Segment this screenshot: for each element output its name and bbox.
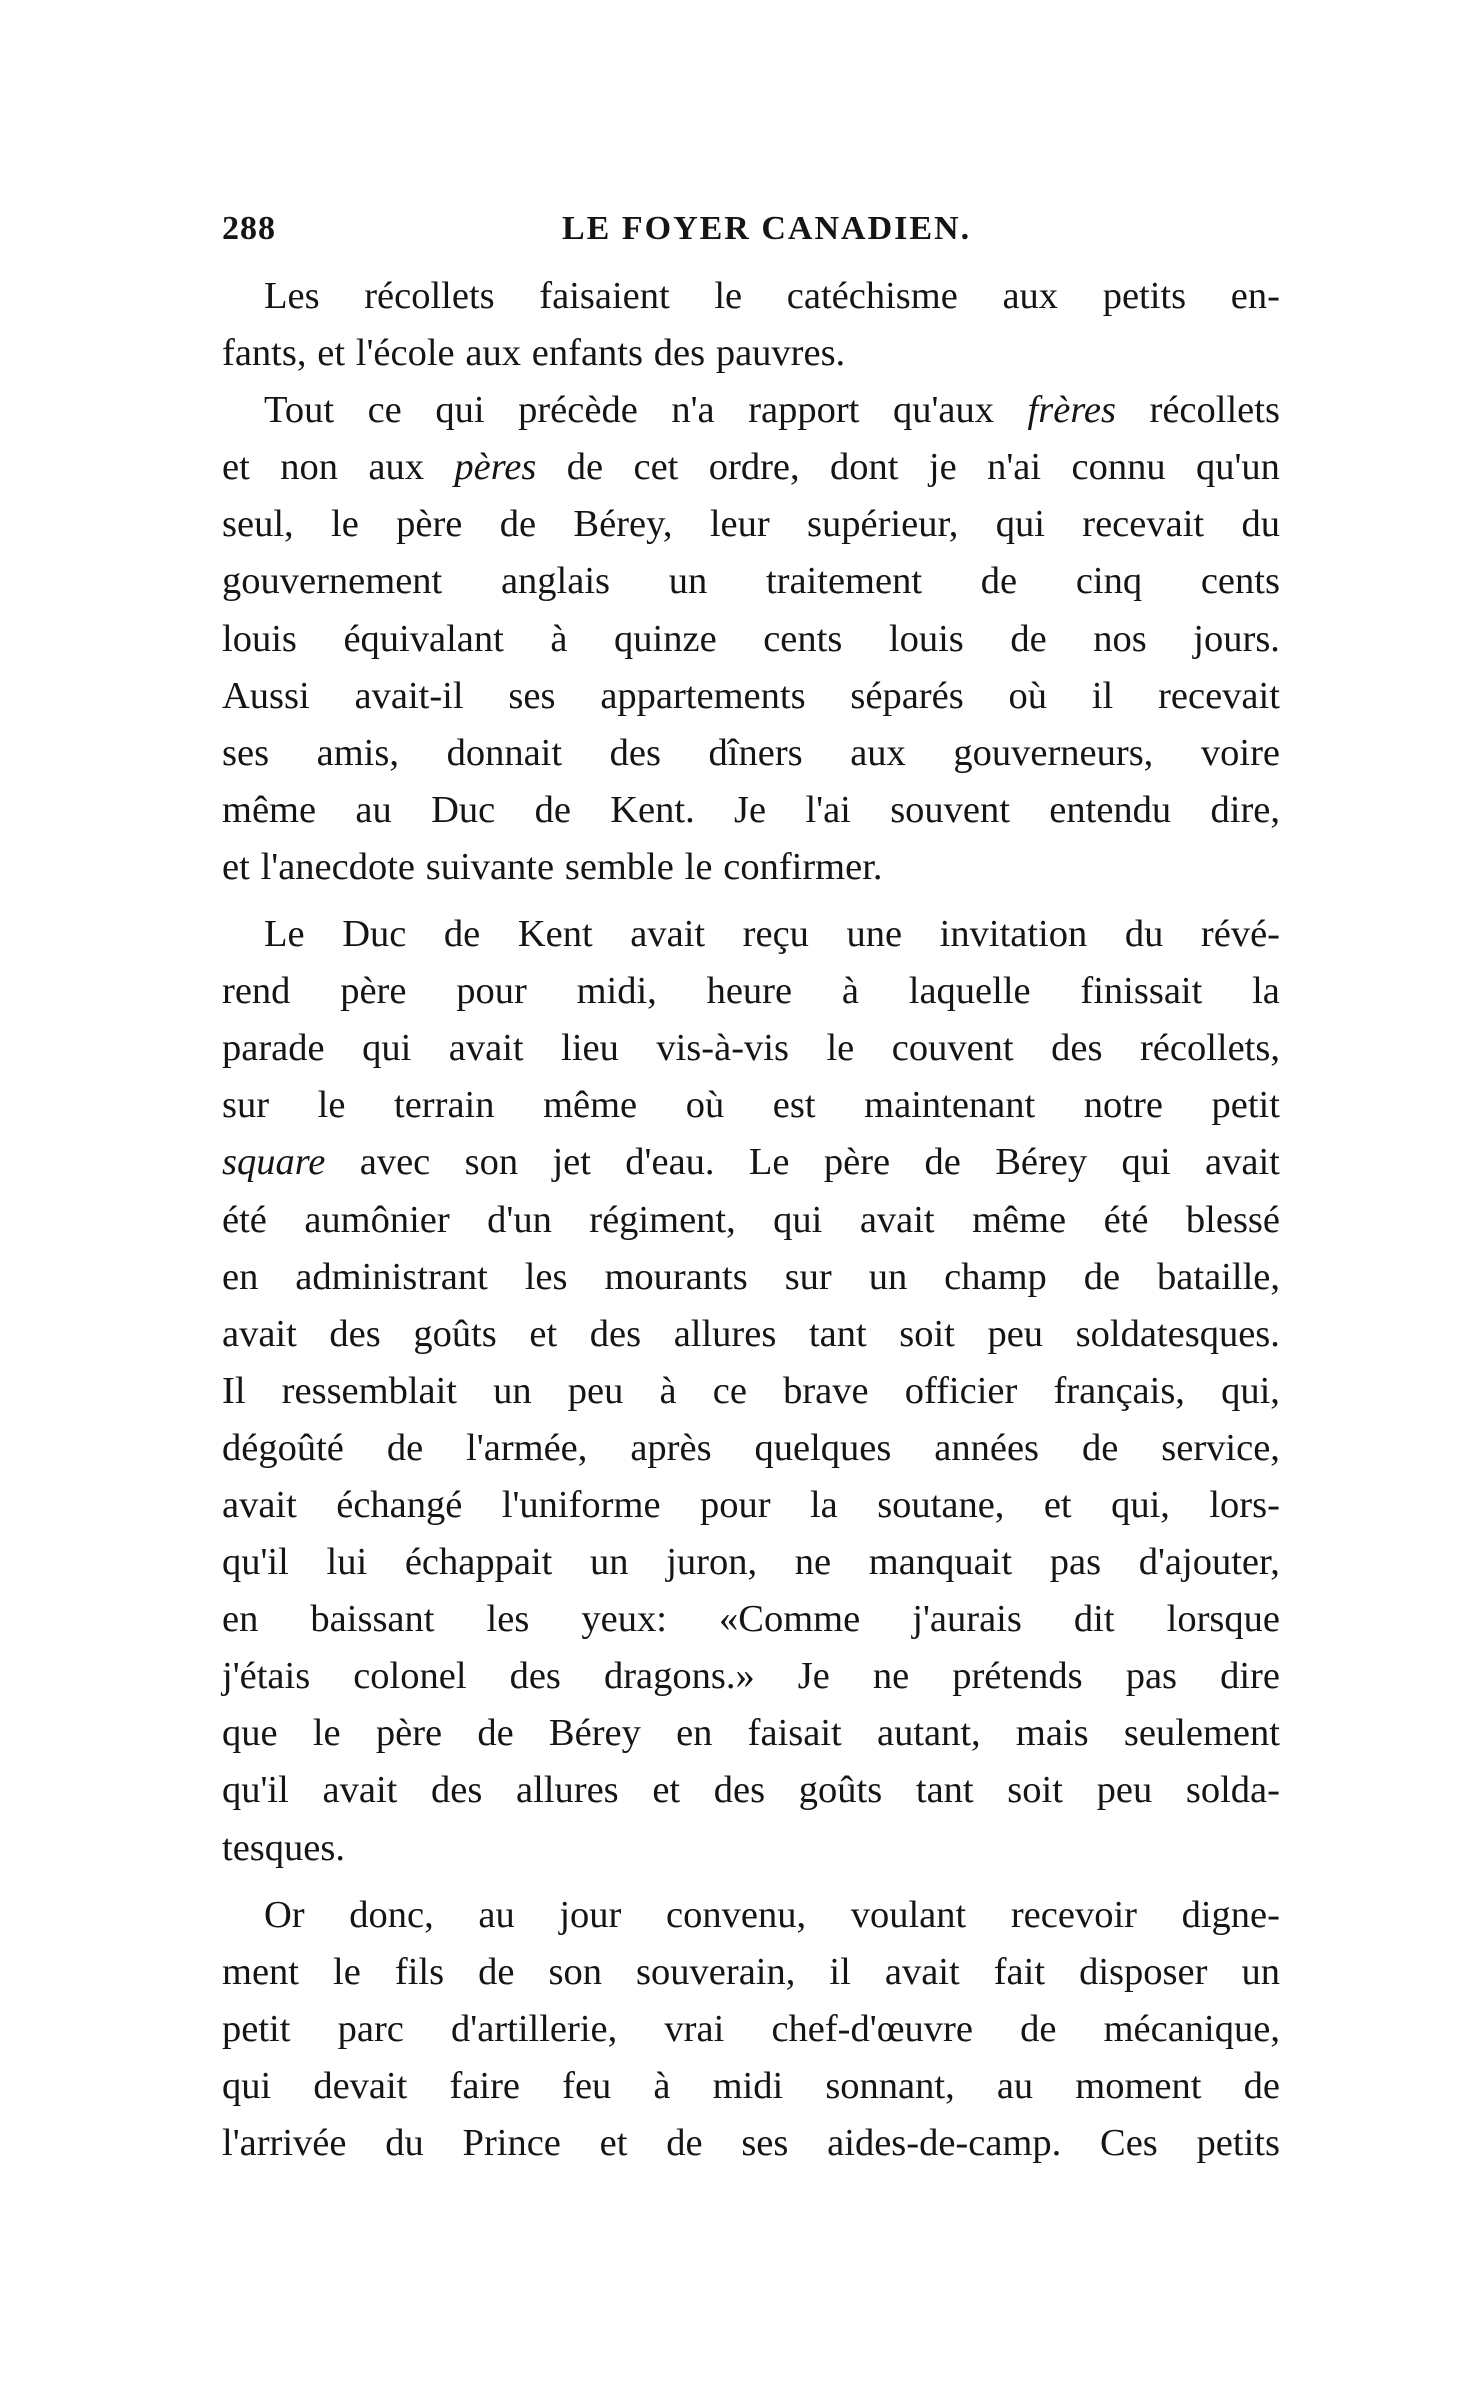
text-line: l'arrivée du Prince et de ses aides-de-camp. Ces petits — [222, 2122, 1280, 2164]
running-title: LE FOYER CANADIEN. — [562, 210, 972, 247]
text-line: en baissant les yeux: «Comme j'aurais dit lorsque — [222, 1598, 1280, 1641]
text-line: sur le terrain même où est maintenant notre petit — [222, 1084, 1280, 1127]
text-line: parade qui avait lieu vis-à-vis le couvent des récollets, — [222, 1027, 1280, 1070]
text-line: square avec son jet d'eau. Le père de Bérey qui avait — [222, 1141, 1280, 1184]
text-line: en administrant les mourants sur un champ de bataille, — [222, 1255, 1280, 1298]
text-line: dégoûté de l'armée, après quelques années de service, — [222, 1426, 1280, 1469]
text-line: ment le fils de son souverain, il avait fait disposer un — [222, 1950, 1280, 1993]
text-line: Le Duc de Kent avait reçu une invitation du révé- — [264, 913, 1280, 956]
text-line: Tout ce qui précède n'a rapport qu'aux frères récollets — [264, 389, 1280, 432]
text-line: louis équivalant à quinze cents louis de nos jours. — [222, 617, 1280, 660]
text-line: ses amis, donnait des dîners aux gouverneurs, voire — [222, 731, 1280, 774]
text-line: Or donc, au jour convenu, voulant recevoir digne- — [264, 1893, 1280, 1936]
text-line: gouvernement anglais un traitement de cinq cents — [222, 560, 1280, 603]
text-line: que le père de Bérey en faisait autant, mais seulement — [222, 1712, 1280, 1755]
page-number: 288 — [222, 210, 276, 247]
text-line: et non aux pères de cet ordre, dont je n'ai connu qu'un — [222, 446, 1280, 489]
paragraph-gap — [222, 1877, 1280, 1887]
text-line: qui devait faire feu à midi sonnant, au moment de — [222, 2064, 1280, 2107]
text-line: avait des goûts et des allures tant soit peu soldatesques. — [222, 1312, 1280, 1355]
text-line: Il ressemblait un peu à ce brave officier français, qui, — [222, 1369, 1280, 1412]
text-line: qu'il lui échappait un juron, ne manquait pas d'ajouter, — [222, 1541, 1280, 1584]
text-line: Aussi avait-il ses appartements séparés où il recevait — [222, 674, 1280, 717]
text-line: tesques. — [222, 1826, 345, 1869]
body-text — [222, 268, 1280, 2172]
text-line: même au Duc de Kent. Je l'ai souvent entendu dire, — [222, 788, 1280, 831]
text-line: petit parc d'artillerie, vrai chef-d'œuvre de mécanique, — [222, 2007, 1280, 2050]
text-line: seul, le père de Bérey, leur supérieur, qui recevait du — [222, 503, 1280, 546]
text-line: Les récollets faisaient le catéchisme aux petits en- — [264, 275, 1280, 317]
paragraph-gap — [222, 896, 1280, 906]
text-line: été aumônier d'un régiment, qui avait même été blessé — [222, 1198, 1280, 1241]
text-line: j'étais colonel des dragons.» Je ne prétends pas dire — [222, 1655, 1280, 1698]
text-line: et l'anecdote suivante semble le confirmer. — [222, 845, 883, 888]
text-line: fants, et l'école aux enfants des pauvres. — [222, 332, 846, 375]
text-line: qu'il avait des allures et des goûts tant soit peu solda- — [222, 1769, 1280, 1812]
text-line: rend père pour midi, heure à laquelle finissait la — [222, 970, 1280, 1013]
text-line: avait échangé l'uniforme pour la soutane, et qui, lors- — [222, 1483, 1280, 1526]
running-head — [222, 210, 1280, 266]
